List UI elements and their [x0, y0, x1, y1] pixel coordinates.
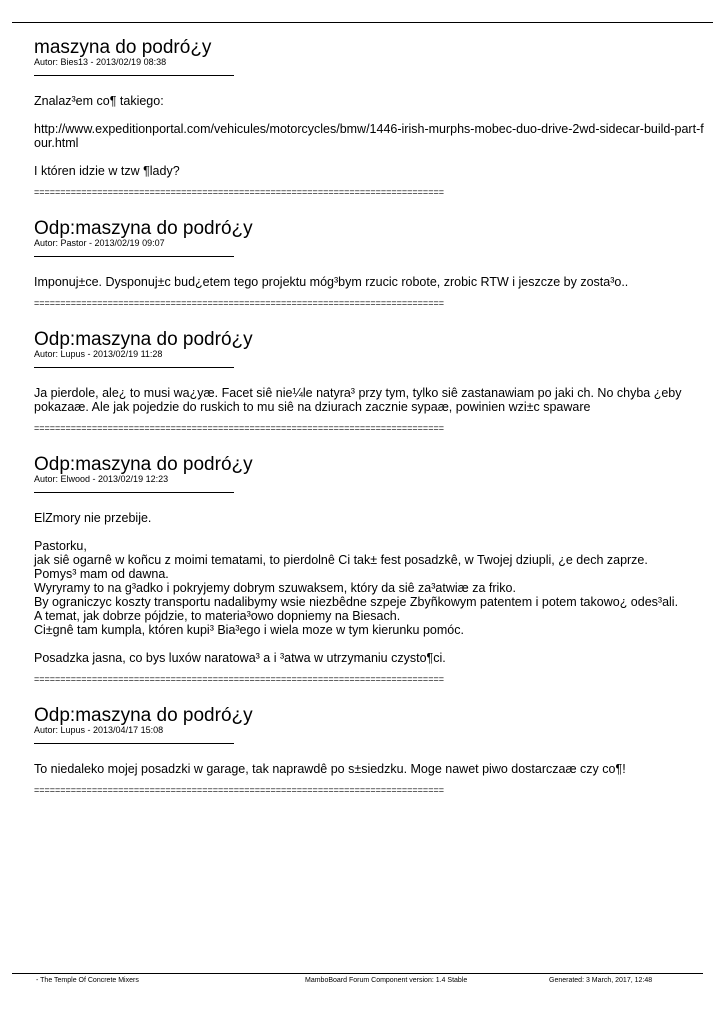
post-body: [34, 386, 704, 414]
title-underline: [34, 367, 234, 368]
top-rule: [12, 22, 713, 23]
post-author-date: Autor: Elwood - 2013/02/19 12:23: [34, 474, 169, 484]
post-body: [34, 275, 704, 289]
post-title: Odp:maszyna do podró¿y: [34, 218, 253, 239]
post-author-date: Autor: Lupus - 2013/02/19 11:28: [34, 349, 163, 359]
footer-component-version: MamboBoard Forum Component version: 1.4 Stable: [305, 977, 468, 984]
post-body: [34, 511, 704, 665]
post-title: Odp:maszyna do podró¿y: [34, 329, 253, 350]
post-paragraph: Ja pierdole, ale¿ to musi wa¿yæ. Facet siê nie¼le natyra³ przy tym, tylko siê zastanawiam po jaki ch. No chyba ¿eby pokazaæ. Ale jak pojedzie do ruskich to mu siê na dziurach zacznie sypaæ, powinien wzi±c spaware: [34, 386, 682, 414]
post-separator: ==============================================================================: [34, 423, 444, 433]
post: [34, 330, 704, 433]
footer-rule: [12, 973, 703, 974]
title-underline: [34, 256, 234, 257]
post-title: Odp:maszyna do podró¿y: [34, 454, 253, 475]
post-separator: ==============================================================================: [34, 187, 444, 197]
post-author-date: Autor: Pastor - 2013/02/19 09:07: [34, 238, 165, 248]
post-paragraph: To niedaleko mojej posadzki w garage, tak naprawdê po s±siedzku. Moge nawet piwo dostarczaæ czy co¶!: [34, 762, 626, 776]
post-paragraph: Posadzka jasna, co bys luxów naratowa³ a i ³atwa w utrzymaniu czysto¶ci.: [34, 651, 446, 665]
post-body: [34, 94, 704, 178]
post-link[interactable]: http://www.expeditionportal.com/vehicules/motorcycles/bmw/1446-irish-murphs-mobec-duo-drive-2wd-sidecar-build-part-four.html: [34, 122, 704, 150]
post-paragraph: Znalaz³em co¶ takiego:: [34, 94, 164, 108]
post-separator: ==============================================================================: [34, 298, 444, 308]
title-underline: [34, 492, 234, 493]
post: [34, 706, 704, 795]
footer-generated-date: Generated: 3 March, 2017, 12:48: [549, 977, 653, 984]
post-author-date: Autor: Bies13 - 2013/02/19 08:38: [34, 57, 167, 67]
post: [34, 455, 704, 684]
post: [34, 38, 704, 197]
post: [34, 219, 704, 308]
title-underline: [34, 75, 234, 76]
post-title: maszyna do podró¿y: [34, 37, 212, 58]
post-body: [34, 762, 704, 776]
forum-thread: [34, 38, 704, 795]
post-separator: ==============================================================================: [34, 674, 444, 684]
footer-site-name: - The Temple Of Concrete Mixers: [36, 977, 139, 984]
post-paragraph: ElZmory nie przebije.: [34, 511, 152, 525]
post-title: Odp:maszyna do podró¿y: [34, 705, 253, 726]
post-separator: ==============================================================================: [34, 785, 444, 795]
title-underline: [34, 743, 234, 744]
post-paragraph: Pastorku, jak siê ogarnê w koñcu z moimi tematami, to pierdolnê Ci tak± fest posadzkê, w Twojej dziupli, ¿e dech zaprze. Pomys³ mam od dawna. Wyryramy to na g³adko i pokryjemy dobrym szuwaksem, który da siê za³atwiæ za friko. By ograniczyc koszty transportu nadalibymy wsie niezbêdne szpeje Zbyñkowym patentem i potem takowo¿ odes³ali. A temat, jak dobrze pójdzie, to materia³owo dopniemy na Biesach. Ci±gnê tam kumpla, któren kupi³ Bia³ego i wiela moze w tym kierunku pomóc.: [34, 539, 679, 637]
post-author-date: Autor: Lupus - 2013/04/17 15:08: [34, 725, 164, 735]
post-paragraph: I któren idzie w tzw ¶lady?: [34, 164, 180, 178]
post-paragraph: Imponuj±ce. Dysponuj±c bud¿etem tego projektu móg³bym rzucic robote, zrobic RTW i jeszcze by zosta³o..: [34, 275, 629, 289]
